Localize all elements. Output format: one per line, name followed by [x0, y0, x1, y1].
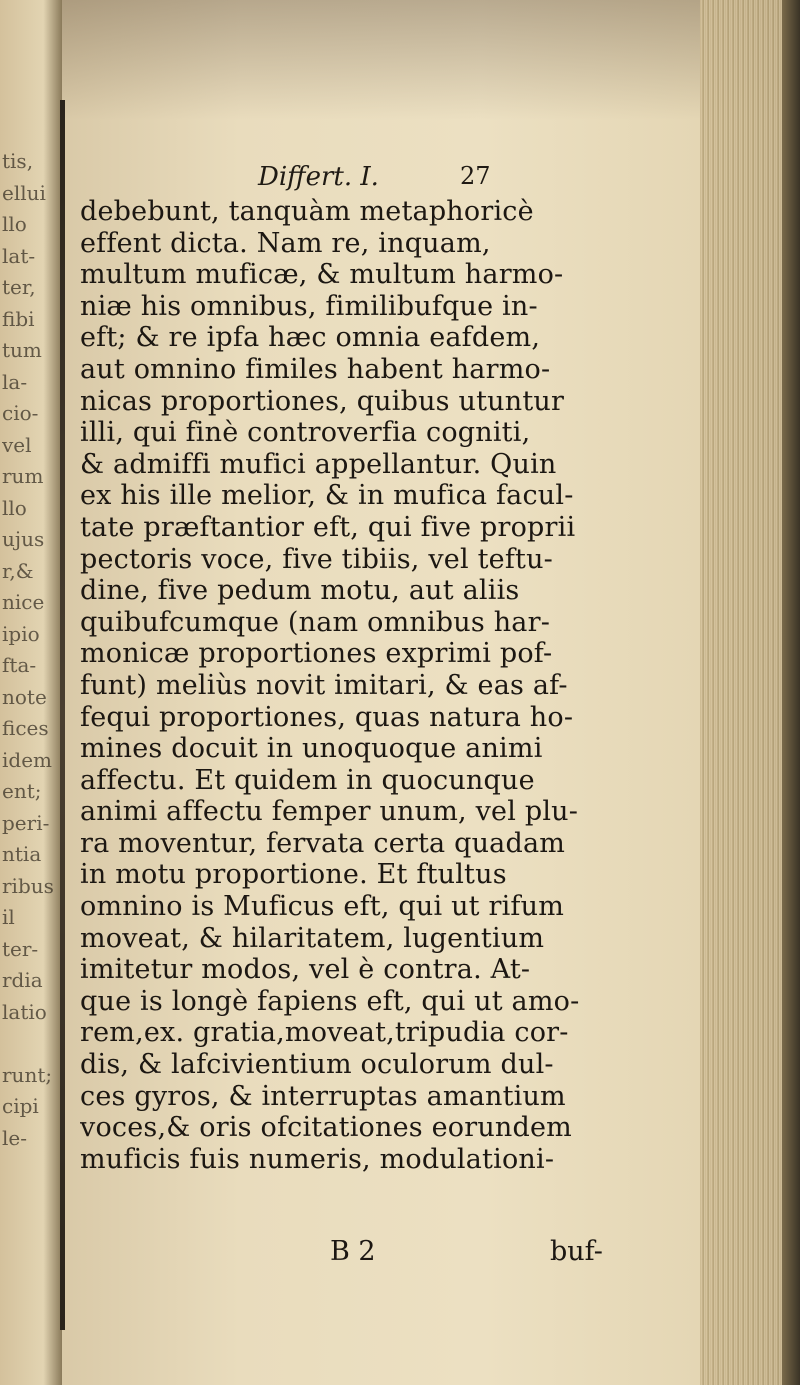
text-line: fequi proportiones, quas natura ho-: [80, 701, 574, 733]
facing-page-line: ipio: [2, 621, 40, 646]
facing-page-line: lat-: [2, 243, 36, 268]
facing-page-line: rdia: [2, 968, 43, 992]
facing-page-line: llo: [2, 212, 27, 236]
facing-page-line: nice: [2, 590, 45, 614]
facing-page-line: fibi: [2, 306, 35, 331]
facing-page-line: ter-: [2, 936, 39, 961]
text-line: rem,ex. gratia,moveat,tripudia cor-: [80, 1017, 569, 1049]
text-line: ces gyros, & interruptas amantium: [80, 1080, 566, 1112]
facing-page-line: ntia: [2, 842, 42, 866]
text-line: mines docuit in unoquoque animi: [80, 733, 543, 765]
facing-page-line: le-: [2, 1125, 27, 1150]
facing-page-line: ribus: [2, 873, 54, 898]
text-line: effent dicta. Nam re, inquam,: [80, 227, 491, 259]
facing-page-line: cipi: [2, 1094, 39, 1118]
facing-page-text: [2, 146, 58, 1154]
facing-page-line: tis,: [2, 149, 34, 173]
text-line: animi affectu femper unum, vel plu-: [80, 796, 579, 828]
facing-page-line: cio-: [2, 401, 39, 425]
text-line: dine, five pedum motu, aut aliis: [80, 575, 520, 607]
text-line: niæ his omnibus, fimilibufque in-: [80, 290, 538, 322]
body-text: [80, 196, 700, 1175]
top-shadow: [0, 0, 800, 120]
facing-page-line: llo: [2, 495, 27, 520]
text-line: muficis fuis numeris, modulationi-: [80, 1143, 555, 1175]
facing-page-fragment: [0, 0, 62, 1385]
text-line: voces,& oris ofcitationes eorundem: [80, 1112, 572, 1144]
page-header: [80, 162, 700, 198]
facing-page-line: runt;: [2, 1062, 53, 1087]
text-line: funt) meliùs novit imitari, & eas af-: [80, 669, 568, 701]
facing-page-line: ter,: [2, 275, 36, 299]
facing-page-line: ujus: [2, 527, 45, 551]
text-line: nicas proportiones, quibus utuntur: [80, 385, 565, 417]
facing-page-line: il: [2, 905, 15, 929]
facing-page-line: note: [2, 684, 47, 709]
signature-mark: B 2: [330, 1236, 376, 1267]
facing-page-line: r,&: [2, 558, 34, 583]
facing-page-line: ellui: [2, 180, 46, 205]
text-line: & admiffi mufici appellantur. Quin: [80, 448, 557, 480]
text-line: pectoris voce, five tibiis, vel teftu-: [80, 543, 553, 575]
text-line: imitetur modos, vel è contra. At-: [80, 954, 531, 986]
text-line: affectu. Et quidem in quocunque: [80, 764, 535, 796]
text-line: multum muficæ, & multum harmo-: [80, 259, 564, 291]
page-number: 27: [460, 162, 491, 190]
text-line: illi, qui finè controverfia cogniti,: [80, 417, 531, 449]
facing-page-line: fta-: [2, 653, 37, 677]
book-edge-shadow: [782, 0, 800, 1385]
facing-page-line: vel: [2, 432, 32, 457]
text-line: moveat, & hilaritatem, lugentium: [80, 922, 545, 954]
facing-page-line: idem: [2, 747, 52, 772]
facing-page-line: la-: [2, 369, 28, 394]
text-line: in motu proportione. Et ftultus: [80, 859, 507, 891]
facing-page-line: latio: [2, 999, 47, 1024]
facing-page-line: fices: [2, 716, 49, 740]
text-line: que is longè fapiens eft, qui ut amo-: [80, 985, 580, 1017]
text-line: omnino is Muficus eft, qui ut rifum: [80, 891, 565, 923]
text-line: ex his ille melior, & in mufica facul-: [80, 480, 574, 512]
book-gutter: [60, 100, 65, 1330]
text-line: dis, & lafcivientium oculorum dul-: [80, 1049, 554, 1081]
facing-page-line: ent;: [2, 779, 42, 803]
facing-page-line: peri-: [2, 810, 50, 835]
text-line: ra moventur, fervata certa quadam: [80, 827, 566, 859]
text-line: aut omnino fimiles habent harmo-: [80, 353, 551, 385]
page-footer: [80, 1236, 700, 1272]
running-title: Differt. I.: [258, 162, 379, 192]
text-line: eft; & re ipfa hæc omnia eafdem,: [80, 322, 541, 354]
text-line: monicæ proportiones exprimi pof-: [80, 638, 553, 670]
text-line: quibufcumque (nam omnibus har-: [80, 606, 551, 638]
facing-page-line: rum: [2, 464, 44, 488]
facing-page-line: [2, 1028, 58, 1060]
text-line: tate præftantior eft, qui five proprii: [80, 511, 576, 543]
catchword: buf-: [550, 1236, 603, 1267]
text-line: debebunt, tanquàm metaphoricè: [80, 196, 534, 227]
facing-page-line: tum: [2, 338, 42, 362]
